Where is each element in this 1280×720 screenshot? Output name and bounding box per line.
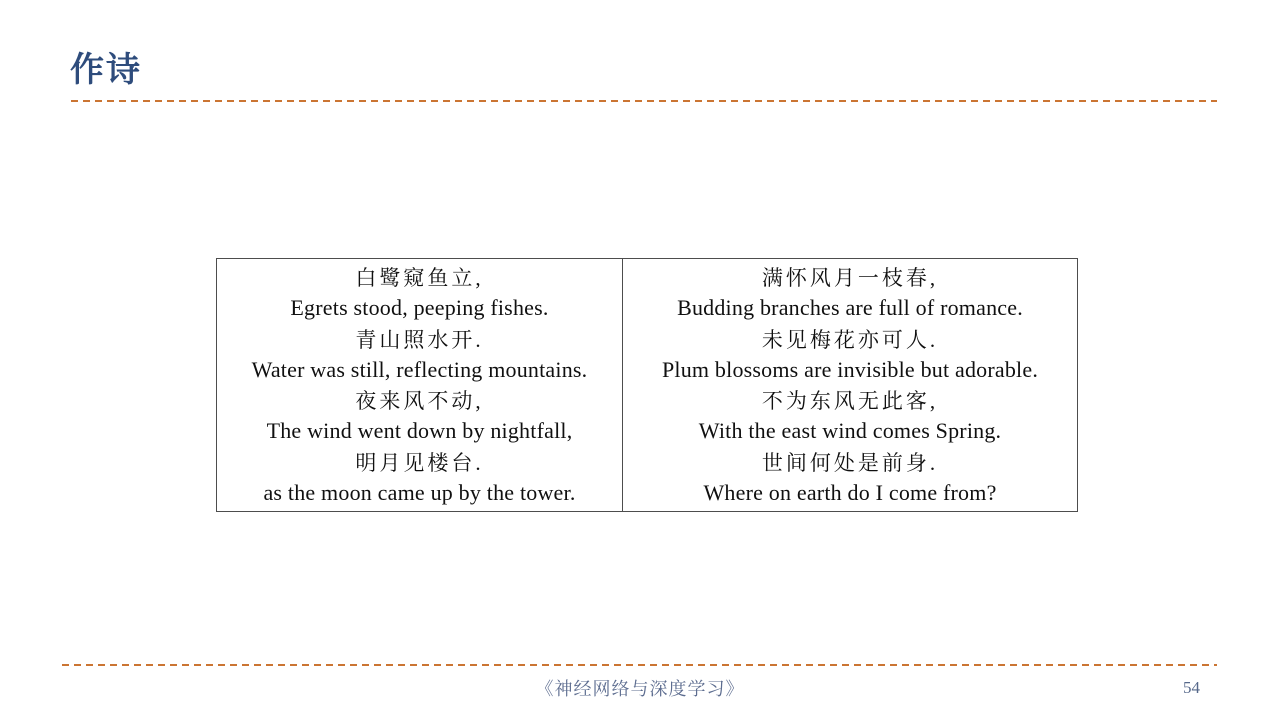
poem-column-left [217,259,623,511]
poem-line: as the moon came up by the tower. [263,479,576,505]
title-divider-dashed-line [71,100,1217,102]
poem-line: 明月见楼台. [355,450,484,475]
poem-line: 白鹭窥鱼立, [355,266,484,291]
poem-line: 青山照水开. [355,327,484,352]
poem-line: Egrets stood, peeping fishes. [290,295,549,321]
poem-line: 满怀风月一枝春, [761,266,939,291]
poem-line: 夜来风不动, [355,389,484,414]
poem-line: With the east wind comes Spring. [698,418,1002,444]
footer-divider-dashed-line [62,664,1217,666]
poem-line: Plum blossoms are invisible but adorable. [661,356,1039,382]
poem-line: 世间何处是前身. [761,450,939,475]
poem-line: 未见梅花亦可人. [761,327,939,352]
poem-line: Where on earth do I come from? [703,479,997,505]
poem-table [216,258,1078,512]
poem-line: Budding branches are full of romance. [677,295,1023,321]
poem-line: Water was still, reflecting mountains. [251,356,588,382]
poem-column-right [623,259,1077,511]
poem-line: 不为东风无此客, [761,389,939,414]
page-number: 54 [1183,678,1200,697]
footer-book-title: 《神经网络与深度学习》 [535,679,745,699]
page-title: 作诗 [70,51,142,89]
poem-line: The wind went down by nightfall, [266,418,573,444]
